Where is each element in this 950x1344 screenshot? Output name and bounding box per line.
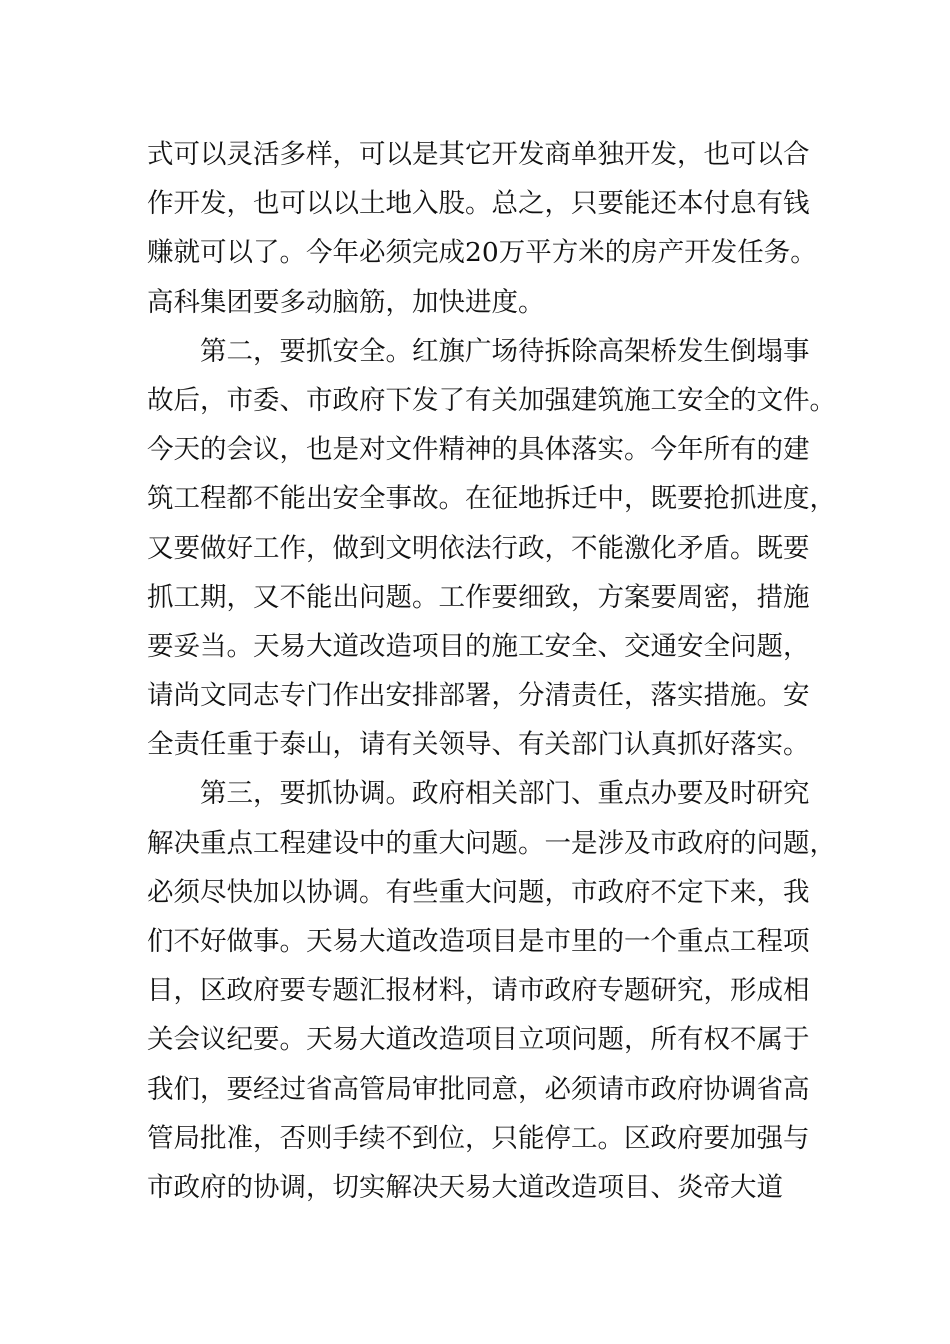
text-line: 赚就可以了。今年必须完成20万平方米的房产开发任务。 xyxy=(147,237,817,269)
paragraph-first-line: 第二，要抓安全。红旗广场待拆除高架桥发生倒塌事 xyxy=(200,335,810,367)
document-body-text xyxy=(147,130,836,1212)
paragraph-first-line: 第三，要抓协调。政府相关部门、重点办要及时研究 xyxy=(200,778,810,810)
text-line: 筑工程都不能出安全事故。在征地拆迁中，既要抢抓进度， xyxy=(147,483,836,515)
text-line: 市政府的协调，切实解决天易大道改造项目、炎帝大道 xyxy=(147,1171,783,1203)
text-line: 抓工期，又不能出问题。工作要细致，方案要周密，措施 xyxy=(147,581,810,613)
text-line: 我们，要经过省高管局审批同意，必须请市政府协调省高 xyxy=(147,1073,810,1105)
text-line: 们不好做事。天易大道改造项目是市里的一个重点工程项 xyxy=(147,926,810,957)
text-line: 高科集团要多动脑筋，加快进度。 xyxy=(147,286,545,318)
text-line: 又要做好工作，做到文明依法行政，不能激化矛盾。既要 xyxy=(147,532,810,564)
text-line: 解决重点工程建设中的重大问题。一是涉及市政府的问题， xyxy=(147,827,836,859)
text-line: 要妥当。天易大道改造项目的施工安全、交通安全问题， xyxy=(147,630,810,662)
text-line: 作开发，也可以以土地入股。总之，只要能还本付息有钱 xyxy=(147,188,810,220)
text-line: 管局批准，否则手续不到位，只能停工。区政府要加强与 xyxy=(147,1122,810,1154)
text-line: 故后，市委、市政府下发了有关加强建筑施工安全的文件。 xyxy=(147,384,836,416)
text-line: 今天的会议，也是对文件精神的具体落实。今年所有的建 xyxy=(147,434,810,466)
text-line: 必须尽快加以协调。有些重大问题，市政府不定下来，我 xyxy=(147,876,810,908)
text-line: 关会议纪要。天易大道改造项目立项问题，所有权不属于 xyxy=(147,1024,810,1056)
text-line: 全责任重于泰山，请有关领导、有关部门认真抓好落实。 xyxy=(147,729,810,761)
text-line: 目，区政府要专题汇报材料，请市政府专题研究，形成相 xyxy=(147,975,810,1007)
text-line: 请尚文同志专门作出安排部署，分清责任，落实措施。安 xyxy=(147,680,810,712)
text-line: 式可以灵活多样，可以是其它开发商单独开发，也可以合 xyxy=(147,139,810,170)
